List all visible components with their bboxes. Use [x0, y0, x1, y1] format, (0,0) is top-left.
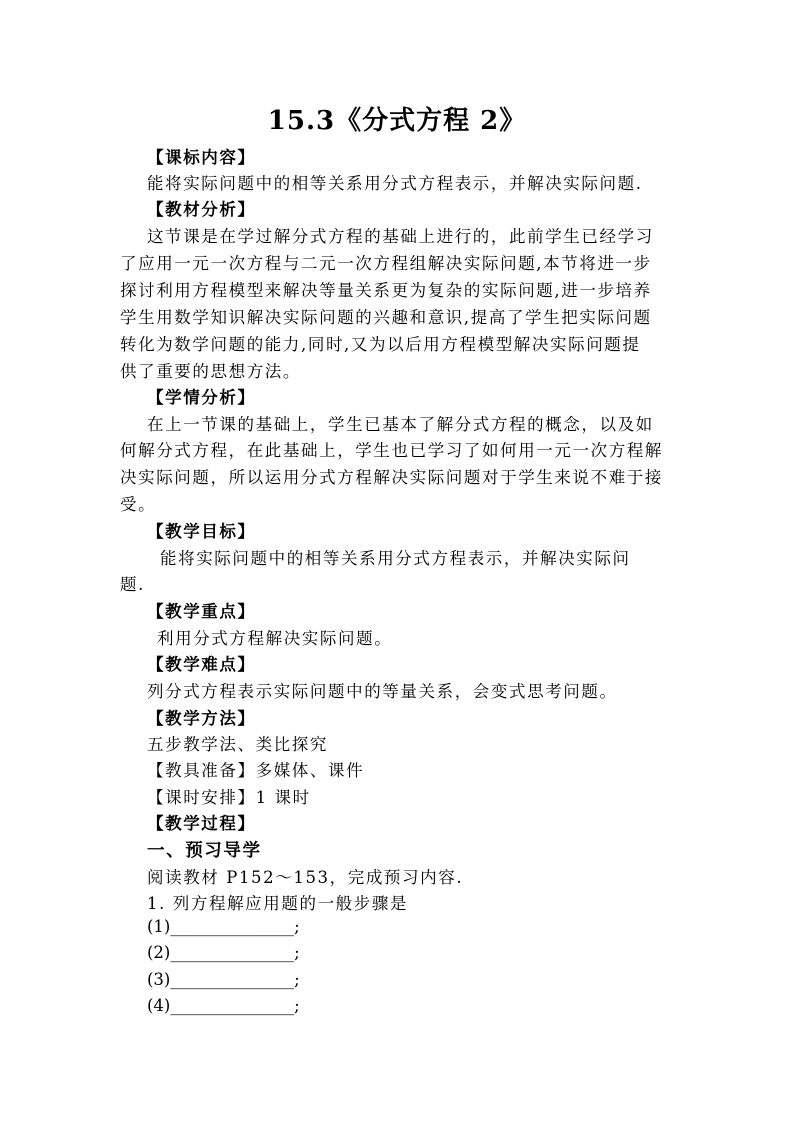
page-title: 15.3《分式方程 2》 [267, 106, 527, 136]
goal-line: 题. [120, 575, 145, 594]
textbook-line: 转化为数学问题的能力,同时,又为以后用方程模型解决实际问题提 [120, 335, 641, 354]
answer-blank[interactable]: (2)_______________; [147, 943, 300, 962]
goal-heading: 【教学目标】 [147, 522, 256, 541]
students-line: 何解分式方程，在此基础上，学生也已学习了如何用一元一次方程解 [120, 441, 663, 460]
method-heading: 【教学方法】 [147, 709, 256, 728]
students-line: 受。 [120, 495, 157, 514]
standard-text: 能将实际问题中的相等关系用分式方程表示，并解决实际问题. [147, 174, 643, 193]
textbook-heading: 【教材分析】 [147, 200, 256, 219]
students-line: 决实际问题，所以运用分式方程解决实际问题对于学生来说不难于接 [120, 468, 663, 487]
answer-blank[interactable]: (1)_______________; [147, 917, 300, 936]
preview-text: 阅读教材 P152～153，完成预习内容. [147, 868, 464, 887]
answer-blank[interactable]: (4)_______________; [147, 996, 300, 1015]
textbook-line: 学生用数学知识解决实际问题的兴趣和意识,提高了学生把实际问题 [120, 308, 652, 327]
standard-heading: 【课标内容】 [147, 148, 256, 167]
process-heading: 【教学过程】 [147, 814, 256, 833]
question-1: 1. 列方程解应用题的一般步骤是 [147, 894, 409, 913]
time-line: 【课时安排】1 课时 [147, 788, 311, 807]
students-heading: 【学情分析】 [147, 388, 256, 407]
goal-line: 能将实际问题中的相等关系用分式方程表示，并解决实际问 [160, 549, 631, 568]
method-text: 五步教学法、类比探究 [147, 735, 328, 754]
preview-heading: 一、预习导学 [147, 841, 262, 861]
answer-blank[interactable]: (3)_______________; [147, 970, 300, 989]
textbook-line: 供了重要的思想方法。 [120, 362, 301, 381]
textbook-line: 这节课是在学过解分式方程的基础上进行的，此前学生已经学习 [147, 227, 654, 246]
students-line: 在上一节课的基础上，学生已基本了解分式方程的概念，以及如 [147, 415, 654, 434]
textbook-line: 探讨利用方程模型来解决等量关系更为复杂的实际问题,进一步培养 [120, 281, 652, 300]
difficulty-text: 列分式方程表示实际问题中的等量关系，会变式思考问题。 [147, 682, 618, 701]
key-heading: 【教学重点】 [147, 602, 256, 621]
textbook-line: 了应用一元一次方程与二元一次方程组解决实际问题,本节将进一步 [120, 254, 652, 273]
key-text: 利用分式方程解决实际问题。 [157, 629, 393, 648]
difficulty-heading: 【教学难点】 [147, 655, 256, 674]
tools-line: 【教具准备】多媒体、课件 [147, 761, 365, 780]
